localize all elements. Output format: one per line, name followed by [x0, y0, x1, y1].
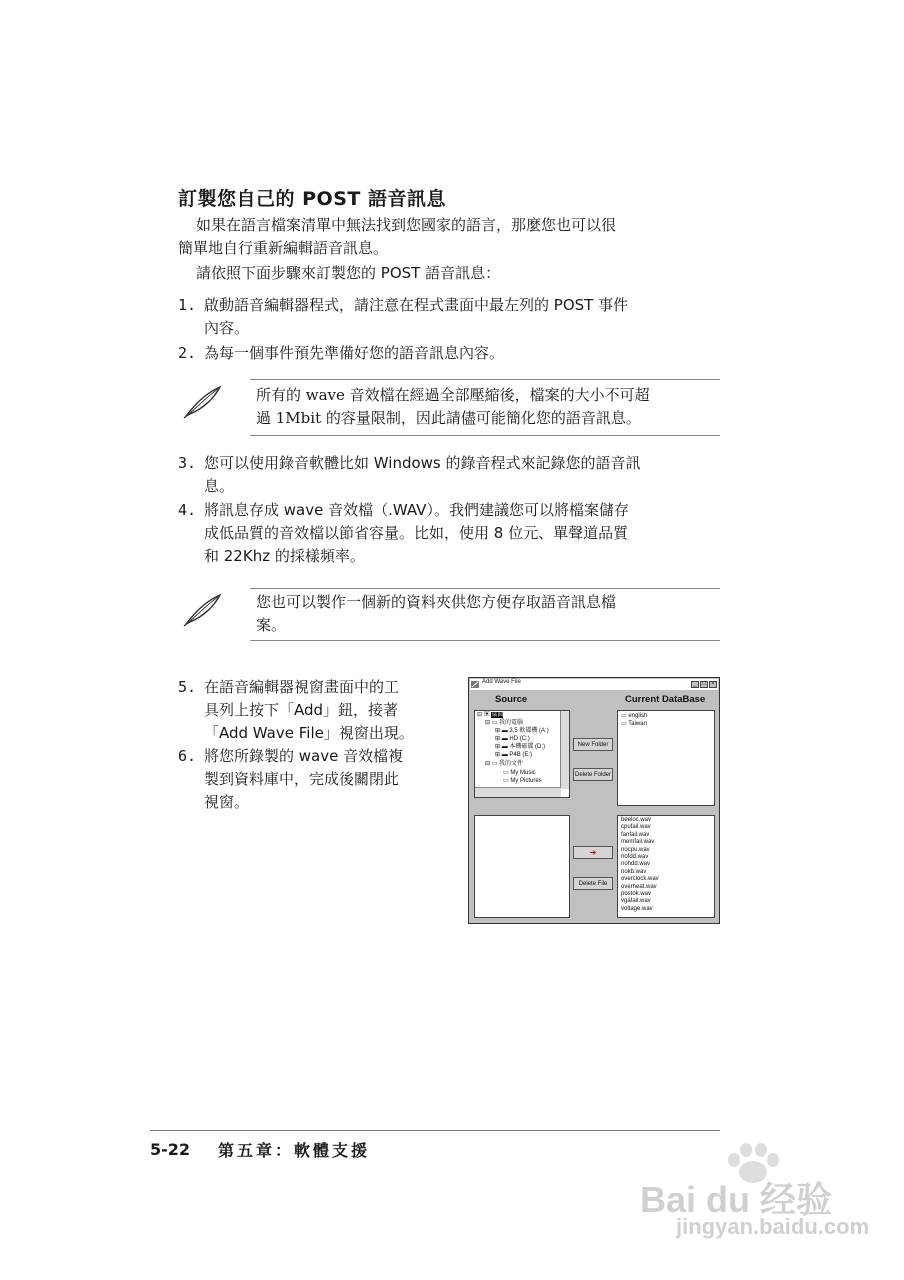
- step-5: [178, 676, 458, 745]
- app-icon: [471, 680, 480, 689]
- footer-divider: [150, 1130, 720, 1131]
- file-item[interactable]: postok.wav: [621, 891, 652, 897]
- tree-item[interactable]: ▭ My Pictures: [503, 778, 542, 784]
- step-text-line2: 具列上按下「Add」鈕，接著: [204, 701, 399, 719]
- database-label: Current DataBase: [625, 694, 706, 705]
- step-text-line3: 和 22Khz 的採樣頻率。: [204, 547, 365, 565]
- note-2-line1: 您也可以製作一個新的資料夾供您方便存取語音訊息檔: [256, 593, 617, 611]
- file-item[interactable]: nokb.wav: [621, 868, 647, 875]
- step-number: 1.: [178, 296, 197, 314]
- note-divider-top: [250, 379, 720, 380]
- maximize-button[interactable]: □: [700, 681, 708, 688]
- step-text-line1: 將您所錄製的 wave 音效檔複: [204, 747, 404, 765]
- file-item[interactable]: vgafail.wav: [621, 898, 651, 905]
- step-text-line2: 成低品質的音效檔以節省容量。比如，使用 8 位元、單聲道品質: [204, 524, 629, 542]
- note-divider-bottom: [250, 640, 720, 641]
- step-number: 5.: [178, 678, 197, 696]
- step-2: [178, 342, 723, 365]
- delete-file-button[interactable]: Delete File: [573, 877, 613, 890]
- step-6: [178, 745, 458, 814]
- file-item[interactable]: fanfail.wav: [621, 831, 650, 838]
- tree-item[interactable]: ⊞ ▬ HD (C:): [495, 736, 530, 742]
- add-wave-file-window: [468, 677, 720, 924]
- tree-item[interactable]: ⊞ ▬ P4B (E:): [495, 752, 533, 758]
- horizontal-scrollbar[interactable]: [475, 787, 561, 797]
- page-number: 5-22: [150, 1140, 191, 1159]
- tree-item[interactable]: ⊟ ▭ 我的電腦: [485, 720, 524, 726]
- step-text-line1: 為每一個事件預先準備好您的語音訊息內容。: [204, 344, 505, 362]
- file-item[interactable]: cpufail.wav: [621, 824, 651, 831]
- window-title: Add Wave File: [482, 679, 521, 685]
- file-item[interactable]: nofdd.wav: [621, 854, 649, 860]
- folder-item[interactable]: ▭ Taiwan: [621, 721, 647, 727]
- note-divider-top: [250, 588, 720, 589]
- intro-paragraph-line2: 簡單地自行重新編輯語音訊息。: [178, 239, 389, 257]
- step-text-line2: 內容。: [204, 319, 250, 337]
- step-number: 4.: [178, 501, 197, 519]
- instruction-text: 請依照下面步驟來訂製您的 POST 語音訊息：: [196, 264, 501, 282]
- step-number: 2.: [178, 344, 197, 362]
- database-folder-pane[interactable]: [617, 710, 715, 806]
- section-title: 訂製您自己的 POST 語音訊息: [178, 188, 446, 210]
- window-titlebar: [470, 679, 718, 690]
- vertical-scrollbar[interactable]: [560, 711, 569, 789]
- step-text-line2: 製到資料庫中，完成後關閉此: [204, 770, 400, 788]
- step-3: [178, 452, 723, 498]
- tree-item[interactable]: ⊟ ▣ 桌面: [477, 712, 504, 718]
- file-item[interactable]: nohdd.wav: [621, 861, 651, 868]
- file-item[interactable]: nocpu.wav: [621, 846, 650, 853]
- source-label: Source: [495, 694, 528, 705]
- step-text-line1: 將訊息存成 wave 音效檔（.WAV）。我們建議您可以將檔案儲存: [204, 501, 629, 519]
- step-text-line1: 在語音編輯器視窗畫面中的工: [204, 678, 400, 696]
- step-number: 3.: [178, 454, 197, 472]
- database-file-list[interactable]: [617, 815, 715, 918]
- tree-item[interactable]: ⊞ ▬ 本機磁碟 (D:): [495, 744, 546, 750]
- file-item[interactable]: beeloc.wav: [621, 817, 652, 823]
- step-text-line3: 視窗。: [204, 793, 250, 811]
- tree-item[interactable]: ⊞ ▬ 3.5 軟碟機 (A:): [495, 728, 549, 734]
- step-text-line1: 您可以使用錄音軟體比如 Windows 的錄音程式來記錄您的語音訊: [204, 454, 641, 472]
- step-text-line1: 啟動語音編輯器程式，請注意在程式畫面中最左列的 POST 事件: [204, 296, 629, 314]
- file-item[interactable]: overclock.wav: [621, 876, 659, 883]
- delete-folder-button[interactable]: Delete Folder: [573, 768, 613, 781]
- feather-pen-icon: [180, 592, 224, 628]
- intro-paragraph-line1: 如果在語言檔案清單中無法找到您國家的語言，那麼您也可以很: [196, 216, 617, 234]
- watermark-url: jingyan.baidu.com: [676, 1214, 870, 1239]
- file-item[interactable]: voltage.wav: [621, 905, 653, 912]
- note-2-line2: 案。: [256, 616, 287, 634]
- source-file-list[interactable]: [474, 815, 570, 918]
- new-folder-button[interactable]: New Folder: [573, 738, 613, 751]
- note-divider-bottom: [250, 435, 720, 436]
- note-1-line2: 過 1Mbit 的容量限制，因此請儘可能簡化您的語音訊息。: [256, 409, 641, 427]
- feather-pen-icon: [180, 384, 224, 420]
- step-number: 6.: [178, 747, 197, 765]
- step-text-line3: 「Add Wave File」視窗出現。: [204, 724, 414, 742]
- tree-item[interactable]: ⊟ ▭ 我的文件: [485, 761, 524, 767]
- add-file-arrow-button[interactable]: ➜: [573, 846, 613, 859]
- chapter-title: 第五章：軟體支援: [218, 1141, 371, 1160]
- close-button[interactable]: ×: [709, 681, 717, 688]
- watermark-brand: Bai du 经验: [640, 1179, 833, 1220]
- step-4: [178, 499, 723, 568]
- source-tree-pane[interactable]: [474, 710, 570, 798]
- tree-item[interactable]: ▭ My Music: [503, 770, 536, 776]
- step-text-line2: 息。: [204, 477, 235, 495]
- step-1: [178, 294, 723, 340]
- file-item[interactable]: memfail.wav: [621, 839, 655, 846]
- file-item[interactable]: overheat.wav: [621, 883, 657, 890]
- minimize-button[interactable]: _: [691, 681, 699, 688]
- note-1-line1: 所有的 wave 音效檔在經過全部壓縮後，檔案的大小不可超: [256, 386, 650, 404]
- folder-item[interactable]: ▭ english: [621, 713, 648, 719]
